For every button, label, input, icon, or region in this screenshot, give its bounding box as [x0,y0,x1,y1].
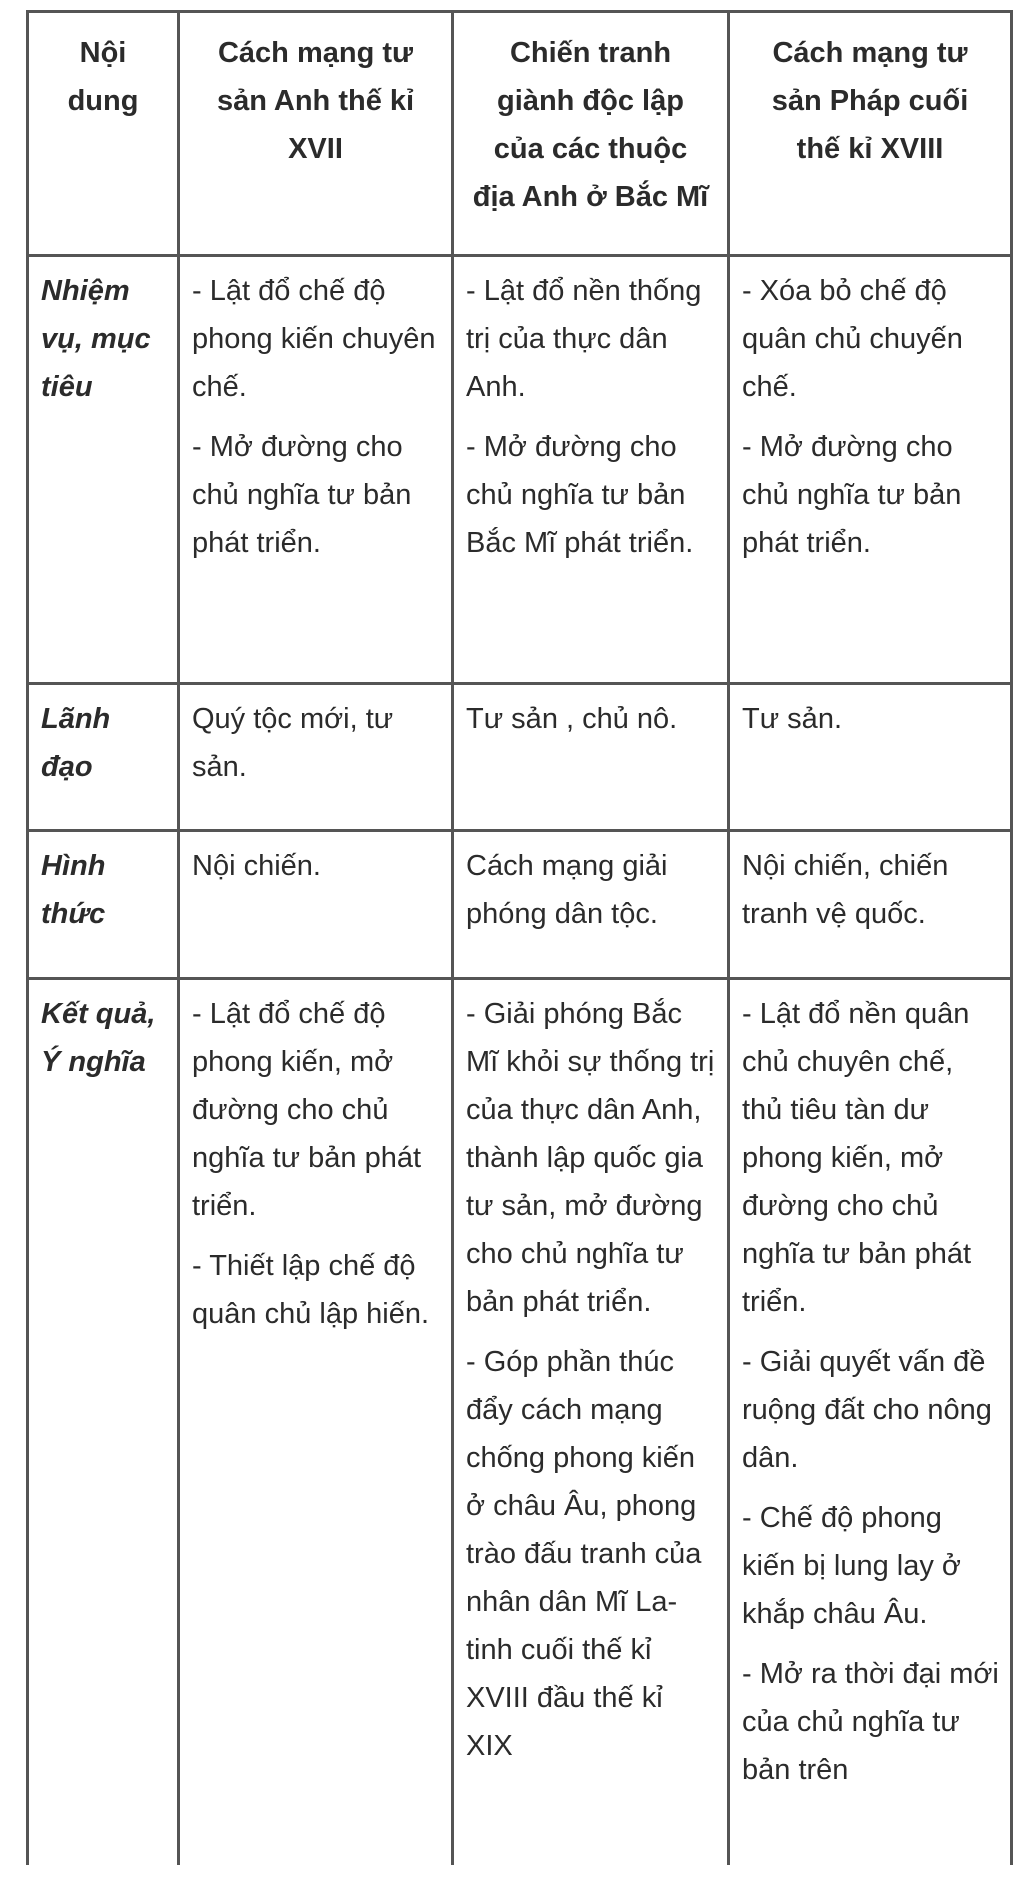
table-row [28,831,1012,979]
cell-paragraph: - Giải quyết vấn đề ruộng đất cho nông dân. [742,1346,992,1474]
cell-paragraph: Tư sản , chủ nô. [466,703,678,735]
table-cell [453,979,729,1879]
cell-paragraph: Nội chiến. [192,850,321,882]
cell-paragraph: - Mở ra thời đại mới của chủ nghĩa tư bản trên [742,1658,999,1786]
cell-paragraph: - Mở đường cho chủ nghĩa tư bản phát triển. [192,431,412,559]
cell-paragraph: Cách mạng giải phóng dân tộc. [466,850,668,930]
cell-paragraph: - Chế độ phong kiến bị lung lay ở khắp châu Âu. [742,1502,961,1630]
table-cell [179,979,453,1879]
table-header-row [28,12,1012,256]
cell-paragraph: Quý tộc mới, tư sản. [192,703,394,783]
header-cell-content: Nội dung [28,12,179,256]
cell-paragraph: - Góp phần thúc đẩy cách mạng chống phong kiến ở châu Âu, phong trào đấu tranh của nhân dân Mĩ La-tinh cuối thế kỉ XVIII đầu thế kỉ XIX [466,1346,702,1762]
cell-paragraph: - Lật đổ chế độ phong kiến chuyên chế. [192,275,436,403]
cell-paragraph: - Lật đổ nền quân chủ chuyên chế, thủ tiêu tàn dư phong kiến, mở đường cho chủ nghĩa tư bản phát triển. [742,998,972,1318]
table-cell [453,256,729,684]
table-cell [453,684,729,831]
comparison-table [26,10,1013,1879]
table-row [28,684,1012,831]
bottom-edge [0,1865,1024,1879]
row-label: Hình thức [28,831,179,979]
cell-paragraph: - Thiết lập chế độ quân chủ lập hiến. [192,1250,430,1330]
table-cell [179,684,453,831]
table-cell [453,831,729,979]
cell-paragraph: - Mở đường cho chủ nghĩa tư bản Bắc Mĩ phát triển. [466,431,694,559]
table-cell [179,831,453,979]
header-cell-english-revolution: Cách mạng tư sản Anh thế kỉ XVII [179,12,453,256]
header-cell-french-revolution: Cách mạng tư sản Pháp cuối thế kỉ XVIII [729,12,1012,256]
table-cell [179,256,453,684]
table-cell [729,979,1012,1879]
cell-paragraph: Nội chiến, chiến tranh vệ quốc. [742,850,949,930]
cell-paragraph: - Xóa bỏ chế độ quân chủ chuyến chế. [742,275,963,403]
cell-paragraph: Tư sản. [742,703,842,735]
cell-paragraph: - Lật đổ nền thống trị của thực dân Anh. [466,275,702,403]
row-label: Lãnh đạo [28,684,179,831]
row-label: Nhiệm vụ, mục tiêu [28,256,179,684]
cell-paragraph: - Mở đường cho chủ nghĩa tư bản phát triển. [742,431,962,559]
table-cell [729,684,1012,831]
cell-paragraph: - Giải phóng Bắc Mĩ khỏi sự thống trị của thực dân Anh, thành lập quốc gia tư sản, mở đường cho chủ nghĩa tư bản phát triển. [466,998,715,1318]
table-cell [729,831,1012,979]
table-row [28,256,1012,684]
row-label: Kết quả, Ý nghĩa [28,979,179,1879]
table-cell [729,256,1012,684]
table-row [28,979,1012,1879]
cell-paragraph: - Lật đổ chế độ phong kiến, mở đường cho chủ nghĩa tư bản phát triển. [192,998,422,1222]
header-cell-american-independence: Chiến tranh giành độc lập của các thuộc địa Anh ở Bắc Mĩ [453,12,729,256]
